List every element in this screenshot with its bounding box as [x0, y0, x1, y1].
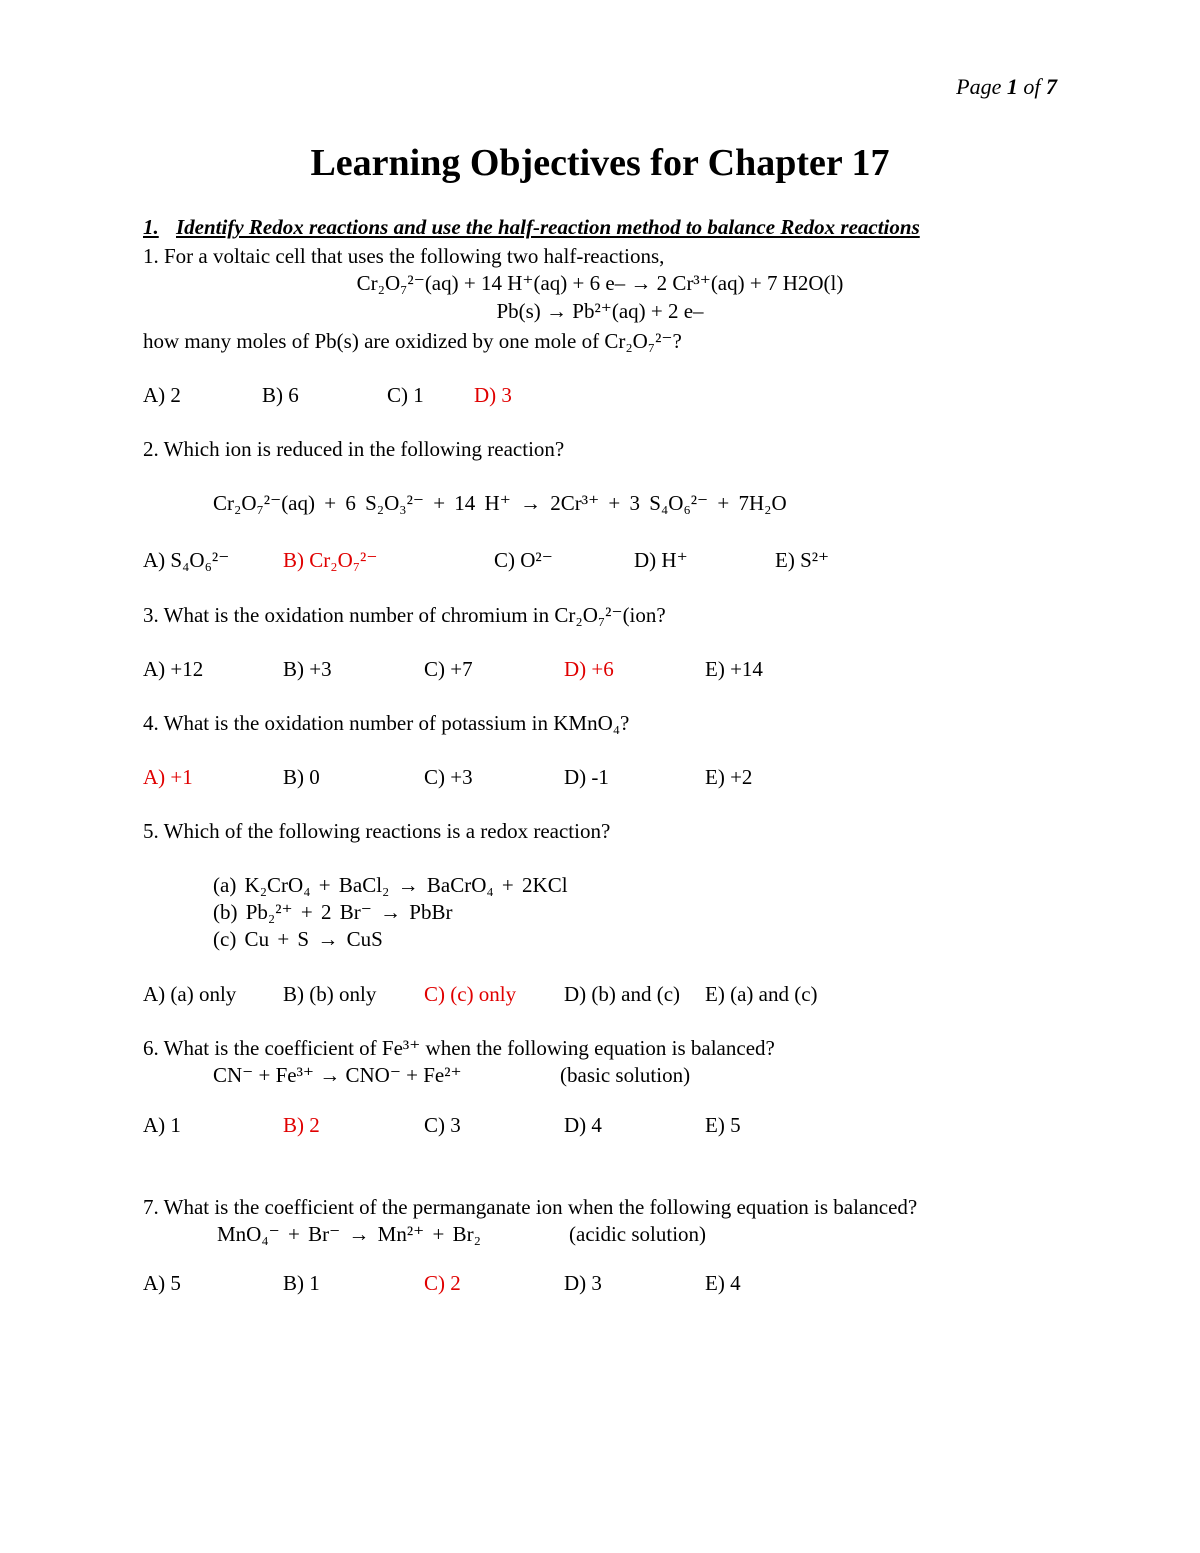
q6-stem: 6. What is the coefficient of Fe³⁺ when the following equation is balanced? — [143, 1036, 775, 1060]
q2-option[interactable]: D) H⁺ — [634, 548, 688, 572]
q4-options — [143, 765, 1043, 793]
q7-option[interactable]: D) 3 — [564, 1271, 602, 1295]
q1-option[interactable]: B) 6 — [262, 383, 299, 407]
q6-option[interactable]: A) 1 — [143, 1113, 181, 1137]
q7-option-answer[interactable]: C) 2 — [424, 1271, 461, 1295]
q2-option[interactable]: A) S₄O₆²⁻ — [143, 548, 230, 572]
q7-stem: 7. What is the coefficient of the permanganate ion when the following equation is balanced? — [143, 1195, 918, 1219]
q6-option[interactable]: C) 3 — [424, 1113, 461, 1137]
q1-option[interactable]: A) 2 — [143, 383, 181, 407]
q5-reaction-a: (a) K₂CrO₄ + BaCl₂ → BaCrO₄ + 2KCl — [213, 873, 568, 897]
q5-option[interactable]: D) (b) and (c) — [564, 982, 681, 1006]
q4-stem: 4. What is the oxidation number of potassium in KMnO₄? — [143, 711, 630, 735]
q5-options — [143, 982, 1043, 1010]
q6-option[interactable]: E) 5 — [705, 1113, 741, 1137]
q6-condition: (basic solution) — [560, 1063, 691, 1087]
q5-stem: 5. Which of the following reactions is a redox reaction? — [143, 819, 611, 843]
q4-option[interactable]: D) -1 — [564, 765, 609, 789]
q2-option[interactable]: E) S²⁺ — [775, 548, 830, 572]
q4-option[interactable]: B) 0 — [283, 765, 320, 789]
q1-option[interactable]: C) 1 — [387, 383, 424, 407]
q3-option[interactable]: B) +3 — [283, 657, 332, 681]
q7-reaction: MnO₄⁻ + Br⁻ → Mn²⁺ + Br₂ — [217, 1222, 481, 1246]
q5-option[interactable]: E) (a) and (c) — [705, 982, 818, 1006]
q1-reaction-2: Pb(s) → Pb²⁺(aq) + 2 e– — [496, 299, 704, 323]
q6-option-answer[interactable]: B) 2 — [283, 1113, 320, 1137]
q7-condition: (acidic solution) — [569, 1222, 707, 1246]
page-title: Learning Objectives for Chapter 17 — [310, 142, 890, 184]
q2-reaction: Cr₂O₇²⁻(aq) + 6 S₂O₃²⁻ + 14 H⁺ → 2Cr³⁺ + 3 S₄O₆²⁻ + 7H₂O — [213, 491, 787, 515]
q4-option[interactable]: E) +2 — [705, 765, 753, 789]
page-number: Page 1 of 7 — [956, 74, 1057, 99]
q2-option-answer[interactable]: B) Cr₂O₇²⁻ — [283, 548, 378, 572]
q4-option[interactable]: C) +3 — [424, 765, 473, 789]
q6-options — [143, 1113, 1043, 1141]
q5-reaction-c: (c) Cu + S → CuS — [213, 927, 383, 951]
q7-options — [143, 1271, 1043, 1299]
q4-option-answer[interactable]: A) +1 — [143, 765, 193, 789]
q1-options — [143, 383, 1043, 411]
q2-option[interactable]: C) O²⁻ — [494, 548, 553, 572]
q1-option-answer[interactable]: D) 3 — [474, 383, 512, 407]
q1-reaction-1: Cr₂O₇²⁻(aq) + 14 H⁺(aq) + 6 e– → 2 Cr³⁺(aq) + 7 H2O(l) — [356, 271, 844, 295]
q3-options — [143, 657, 1043, 685]
q3-option[interactable]: A) +12 — [143, 657, 204, 681]
q7-option[interactable]: B) 1 — [283, 1271, 320, 1295]
q1-stem: 1. For a voltaic cell that uses the following two half-reactions, — [143, 244, 665, 268]
q7-option[interactable]: E) 4 — [705, 1271, 741, 1295]
q3-option[interactable]: E) +14 — [705, 657, 763, 681]
q3-stem: 3. What is the oxidation number of chromium in Cr₂O₇²⁻(ion? — [143, 603, 666, 627]
q2-options — [143, 548, 1043, 576]
q2-stem: 2. Which ion is reduced in the following reaction? — [143, 437, 565, 461]
q3-option-answer[interactable]: D) +6 — [564, 657, 614, 681]
objective-heading: 1. Identify Redox reactions and use the half-reaction method to balance Redox reactions — [143, 215, 920, 239]
q1-question: how many moles of Pb(s) are oxidized by one mole of Cr₂O₇²⁻? — [143, 329, 682, 353]
q7-option[interactable]: A) 5 — [143, 1271, 181, 1295]
q5-option[interactable]: A) (a) only — [143, 982, 237, 1006]
q6-reaction: CN⁻ + Fe³⁺ → CNO⁻ + Fe²⁺ — [213, 1063, 462, 1087]
q5-option-answer[interactable]: C) (c) only — [424, 982, 517, 1006]
q5-reaction-b: (b) Pb₂²⁺ + 2 Br⁻ → PbBr — [213, 900, 453, 924]
q5-option[interactable]: B) (b) only — [283, 982, 377, 1006]
q3-option[interactable]: C) +7 — [424, 657, 473, 681]
q6-option[interactable]: D) 4 — [564, 1113, 602, 1137]
